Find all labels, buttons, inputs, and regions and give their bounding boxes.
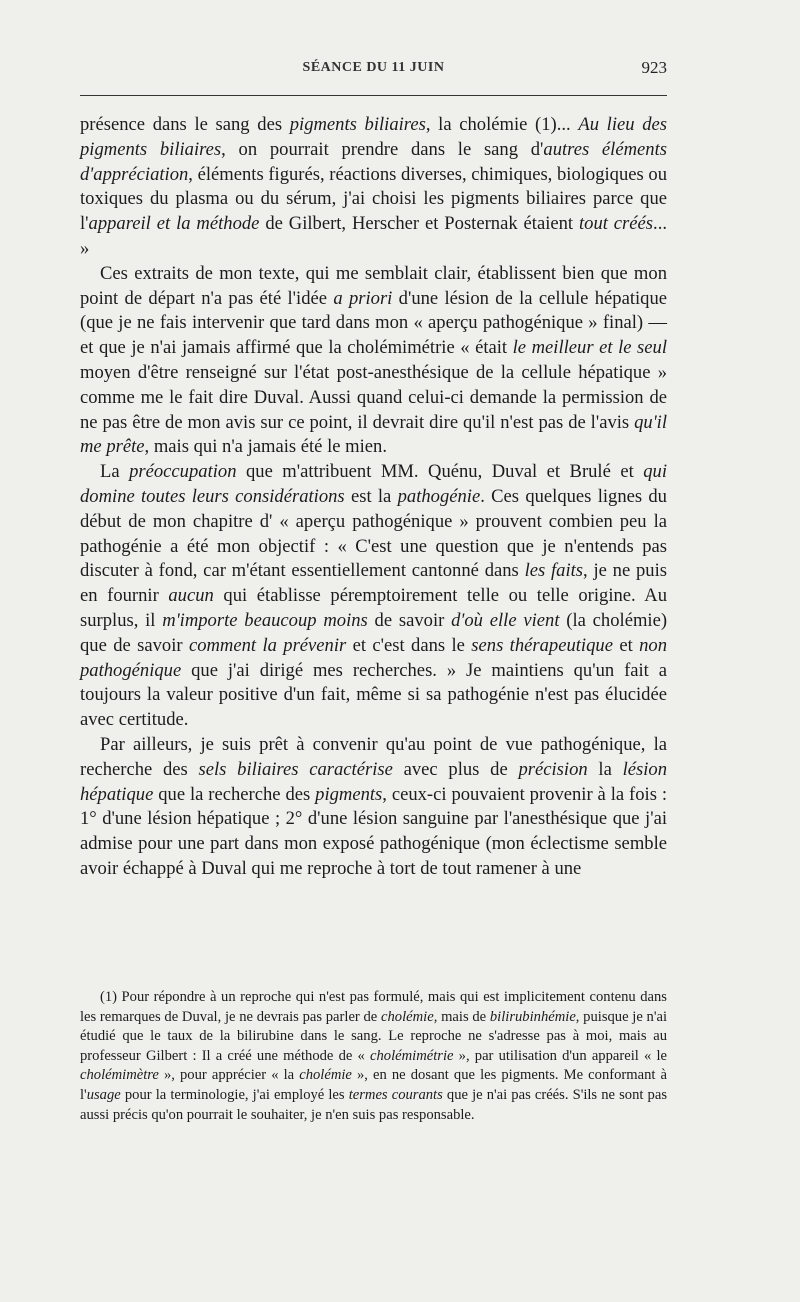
- text-run: , la cholémie (1)...: [425, 114, 579, 135]
- italic-text: usage: [86, 1086, 121, 1103]
- italic-text: bilirubinhémie: [489, 1008, 576, 1025]
- italic-text: cholémie: [299, 1067, 352, 1084]
- text-run: , éléments figurés, réactions diverses, chimiques, biologiques ou toxiques du plasma ou du sérum, j'ai choisi les pigments biliaires parce que l': [80, 163, 667, 235]
- text-run: est la: [344, 485, 398, 507]
- italic-text: pathogénie: [397, 485, 481, 507]
- italic-text: termes courants: [348, 1086, 443, 1103]
- text-run: ... »: [80, 213, 667, 259]
- text-run: , on pourrait prendre dans le sang d': [221, 138, 544, 160]
- text-run: , je ne puis en fournir: [80, 560, 667, 607]
- italic-text: cholémimètre: [80, 1067, 159, 1084]
- text-run: présence dans le sang des: [80, 114, 290, 135]
- paragraph: [80, 733, 667, 882]
- text-run: la: [587, 758, 623, 780]
- italic-text: pigments: [315, 783, 383, 805]
- text-run: de savoir: [367, 609, 452, 631]
- text-run: . Ces quelques lignes du début de mon chapitre d' « aperçu pathogénique » prouvent combien peu la pathogénie a été mon objectif : « C'est une question que je n'entends pas discuter à fond, car m'étant essentiellement cantonné dans: [80, 485, 667, 582]
- italic-text: non pathogénique: [80, 634, 667, 681]
- italic-text: sens thérapeutique: [471, 634, 613, 656]
- text-run: Ces extraits de mon texte, qui me semblait clair, établissent bien que mon point de départ n'a pas été l'idée: [80, 262, 667, 309]
- footnotes: [80, 988, 667, 1125]
- italic-text: qui domine toutes leurs considérations: [80, 461, 667, 507]
- italic-text: le meilleur et le seul: [512, 337, 668, 359]
- text-run: et: [612, 634, 640, 656]
- text-run: », pour apprécier « la: [158, 1067, 300, 1084]
- italic-text: autres éléments d'appréciation: [80, 138, 667, 185]
- italic-text: qu'il me prête: [80, 411, 667, 458]
- italic-text: tout créés: [578, 213, 654, 235]
- text-run: avec plus de: [392, 758, 519, 780]
- text-run: que je n'ai pas créés. S'ils ne sont pas aussi précis qu'on pourrait le souhaiter, je n'en suis pas responsable.: [80, 1086, 667, 1123]
- text-run: (la cholémie) que de savoir: [80, 609, 668, 656]
- italic-text: aucun: [168, 585, 214, 607]
- page-number: 923: [641, 58, 667, 77]
- text-run: », en ne dosant que les pigments. Me conformant à l': [80, 1067, 667, 1103]
- text-run: , ceux-ci pouvaient provenir à la fois : 1° d'une lésion hépatique ; 2° d'une lésion sanguine par l'anesthésique que j'ai admise pour une part dans mon exposé pathogénique (mon éclectisme semble avoir échappé à Duval qui me reproche à tort de tout ramener à une: [80, 783, 667, 879]
- text-run: », par utilisation d'un appareil « le: [453, 1047, 667, 1064]
- text-run: de Gilbert, Herscher et Posternak étaient: [259, 213, 579, 235]
- italic-text: cholémie: [381, 1008, 434, 1025]
- header-rule: [80, 95, 667, 96]
- text-run: moyen d'être renseigné sur l'état post-anesthésique de la cellule hépatique » comme me le fait dire Duval. Aussi quand celui-ci demande la permission de ne pas être de mon avis sur ce point, il devrait dire qu'il n'est pas de l'avis: [80, 361, 667, 433]
- text-run: pour la terminologie, j'ai employé les: [120, 1086, 349, 1103]
- italic-text: d'où elle vient: [451, 609, 560, 631]
- italic-text: comment la prévenir: [188, 634, 347, 656]
- italic-text: a priori: [333, 287, 393, 309]
- text-run: et c'est dans le: [346, 634, 472, 656]
- paragraph: [80, 113, 667, 262]
- page-header: [80, 60, 667, 84]
- paragraph: [80, 460, 667, 733]
- paragraph: [80, 262, 667, 460]
- italic-text: sels biliaires caractérise: [198, 758, 393, 780]
- text-run: que j'ai dirigé mes recherches. » Je maintiens qu'un fait a toujours la valeur positive d'un fait, même si sa pathogénie n'est pas élucidée avec certitude.: [80, 659, 667, 731]
- text-run: , mais qui n'a jamais été le mien.: [144, 436, 387, 458]
- italic-text: lésion hépatique: [80, 758, 668, 805]
- italic-text: appareil et la méthode: [88, 213, 260, 235]
- text-run: , mais de: [433, 1008, 490, 1025]
- italic-text: les faits: [524, 560, 584, 582]
- italic-text: pigments biliaires: [289, 114, 426, 135]
- text-run: d'une lésion de la cellule hépatique (que je ne fais intervenir que tard dans mon « aperçu pathogénique » final) — et que je n'ai jamais affirmé que la cholémimétrie « était: [80, 287, 667, 359]
- text-run: que m'attribuent MM. Quénu, Duval et Brulé et: [236, 461, 644, 483]
- italic-text: m'importe beaucoup moins: [162, 609, 368, 631]
- italic-text: précision: [518, 758, 588, 780]
- footnote: [80, 988, 667, 1125]
- text-run: Par ailleurs, je suis prêt à convenir qu'au point de vue pathogénique, la recherche des: [80, 733, 667, 780]
- text-run: , puisque je n'ai étudié que le taux de la bilirubine dans le sang. Le reproche ne s'adresse pas à moi, mais au professeur Gilbert : Il a créé une méthode de «: [80, 1008, 668, 1064]
- text-run: La: [100, 461, 130, 483]
- italic-text: préoccupation: [129, 461, 237, 483]
- body-text: [80, 113, 667, 882]
- text-run: (1) Pour répondre à un reproche qui n'est pas formulé, mais qui est implicitement contenu dans les remarques de Duval, je ne devrais pas parler de: [80, 989, 667, 1025]
- italic-text: cholémimétrie: [370, 1047, 454, 1064]
- text-run: que la recherche des: [153, 783, 316, 805]
- text-run: qui établisse péremptoirement telle ou telle origine. Au surplus, il: [80, 585, 667, 631]
- italic-text: Au lieu des pigments biliaires: [80, 114, 667, 160]
- running-head: SÉANCE DU 11 JUIN: [302, 60, 445, 75]
